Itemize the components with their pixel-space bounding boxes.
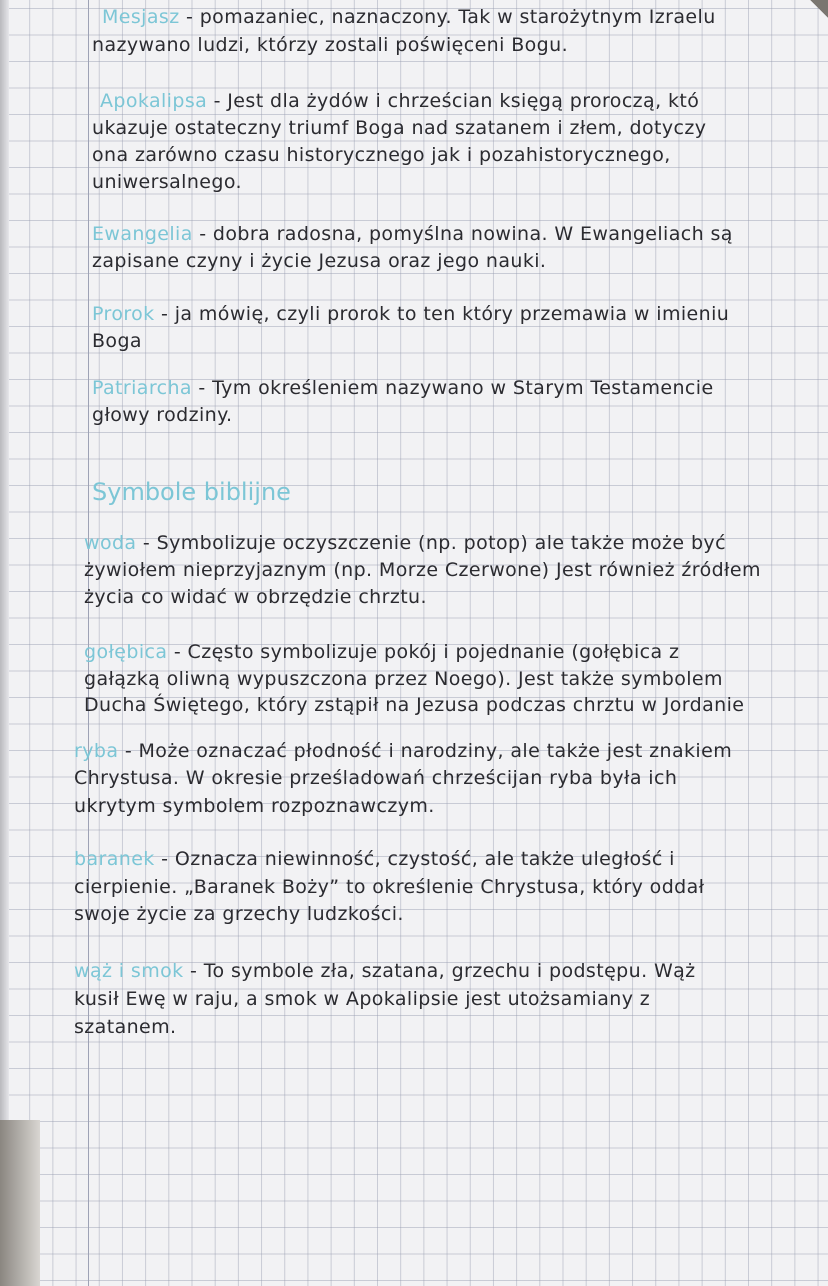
definition-ewangelia bbox=[92, 223, 733, 245]
page-corner-shadow-top bbox=[806, 0, 828, 22]
symbol-baranek bbox=[74, 848, 675, 870]
definition-text: głowy rodziny. bbox=[92, 404, 233, 426]
definition-term: Mesjasz bbox=[102, 6, 180, 28]
notebook-binding bbox=[0, 0, 9, 1286]
symbol-text: swoje życie za grzechy ludzkości. bbox=[74, 903, 404, 925]
definition-text: Boga bbox=[92, 330, 142, 352]
symbol-text: żywiołem nieprzyjaznym (np. Morze Czerwone) Jest również źródłem bbox=[84, 559, 761, 581]
definition-text: ukazuje ostateczny triumf Boga nad szatanem i złem, dotyczy bbox=[92, 117, 707, 139]
definition-term: Apokalipsa bbox=[100, 90, 208, 112]
symbol-text: - Symbolizuje oczyszczenie (np. potop) ale także może być bbox=[142, 532, 726, 554]
definition-apokalipsa bbox=[100, 90, 699, 112]
symbol-term: wąż i smok bbox=[74, 960, 184, 982]
symbol-text: życia co widać w obrzędzie chrztu. bbox=[84, 586, 427, 608]
definition-text: - dobra radosna, pomyślna nowina. W Ewangeliach są bbox=[199, 223, 733, 245]
symbol-term: ryba bbox=[74, 740, 119, 762]
definition-text: uniwersalnego. bbox=[92, 171, 242, 193]
definition-text: ona zarówno czasu historycznego jak i pozahistorycznego, bbox=[92, 144, 671, 166]
definition-text: nazywano ludzi, którzy zostali poświęceni Bogu. bbox=[92, 34, 569, 56]
symbol-text: ukrytym symbolem rozpoznawczym. bbox=[74, 795, 435, 817]
symbol-term: gołębica bbox=[84, 641, 168, 663]
symbol-text: - Często symbolizuje pokój i pojednanie (gołębica z bbox=[173, 641, 680, 663]
symbol-term: baranek bbox=[74, 848, 155, 870]
symbol-waz-i-smok bbox=[74, 960, 696, 982]
symbol-text: - Może oznaczać płodność i narodziny, ale także jest znakiem bbox=[124, 740, 733, 762]
definition-text: - Tym określeniem nazywano w Starym Testamencie bbox=[198, 377, 714, 399]
section-heading: Symbole biblijne bbox=[92, 478, 291, 506]
symbol-text: cierpienie. „Baranek Boży” to określenie Chrystusa, który oddał bbox=[74, 876, 705, 898]
symbol-text: Chrystusa. W okresie prześladowań chrześcijan ryba była ich bbox=[74, 767, 678, 789]
symbol-ryba bbox=[74, 740, 732, 762]
symbol-text: gałązką oliwną wypuszczona przez Noego). Jest także symbolem bbox=[84, 668, 723, 690]
definition-term: Prorok bbox=[92, 303, 155, 325]
symbol-woda bbox=[84, 532, 726, 554]
definition-text: - Jest dla żydów i chrześcian księgą proroczą, któ bbox=[213, 90, 700, 112]
definition-patriarcha bbox=[92, 377, 714, 399]
definition-text: zapisane czyny i życie Jezusa oraz jego nauki. bbox=[92, 250, 547, 272]
page-corner-shadow bbox=[0, 1120, 40, 1286]
symbol-term: woda bbox=[84, 532, 137, 554]
symbol-text: kusił Ewę w raju, a smok w Apokalipsie jest utożsamiany z bbox=[74, 988, 651, 1010]
definition-text: - ja mówię, czyli prorok to ten który przemawia w imieniu bbox=[161, 303, 730, 325]
definition-term: Patriarcha bbox=[92, 377, 192, 399]
definition-text: - pomazaniec, naznaczony. Tak w starożytnym Izraelu bbox=[186, 6, 716, 28]
symbol-text: szatanem. bbox=[74, 1016, 177, 1038]
definition-prorok bbox=[92, 303, 729, 325]
symbol-text: - Oznacza niewinność, czystość, ale także uległość i bbox=[161, 848, 675, 870]
definition-mesjasz bbox=[102, 6, 716, 28]
definition-term: Ewangelia bbox=[92, 223, 193, 245]
symbol-text: - To symbole zła, szatana, grzechu i podstępu. Wąż bbox=[190, 960, 696, 982]
symbol-golebica bbox=[84, 641, 679, 663]
symbol-text: Ducha Świętego, który zstąpił na Jezusa podczas chrztu w Jordanie bbox=[84, 694, 745, 716]
